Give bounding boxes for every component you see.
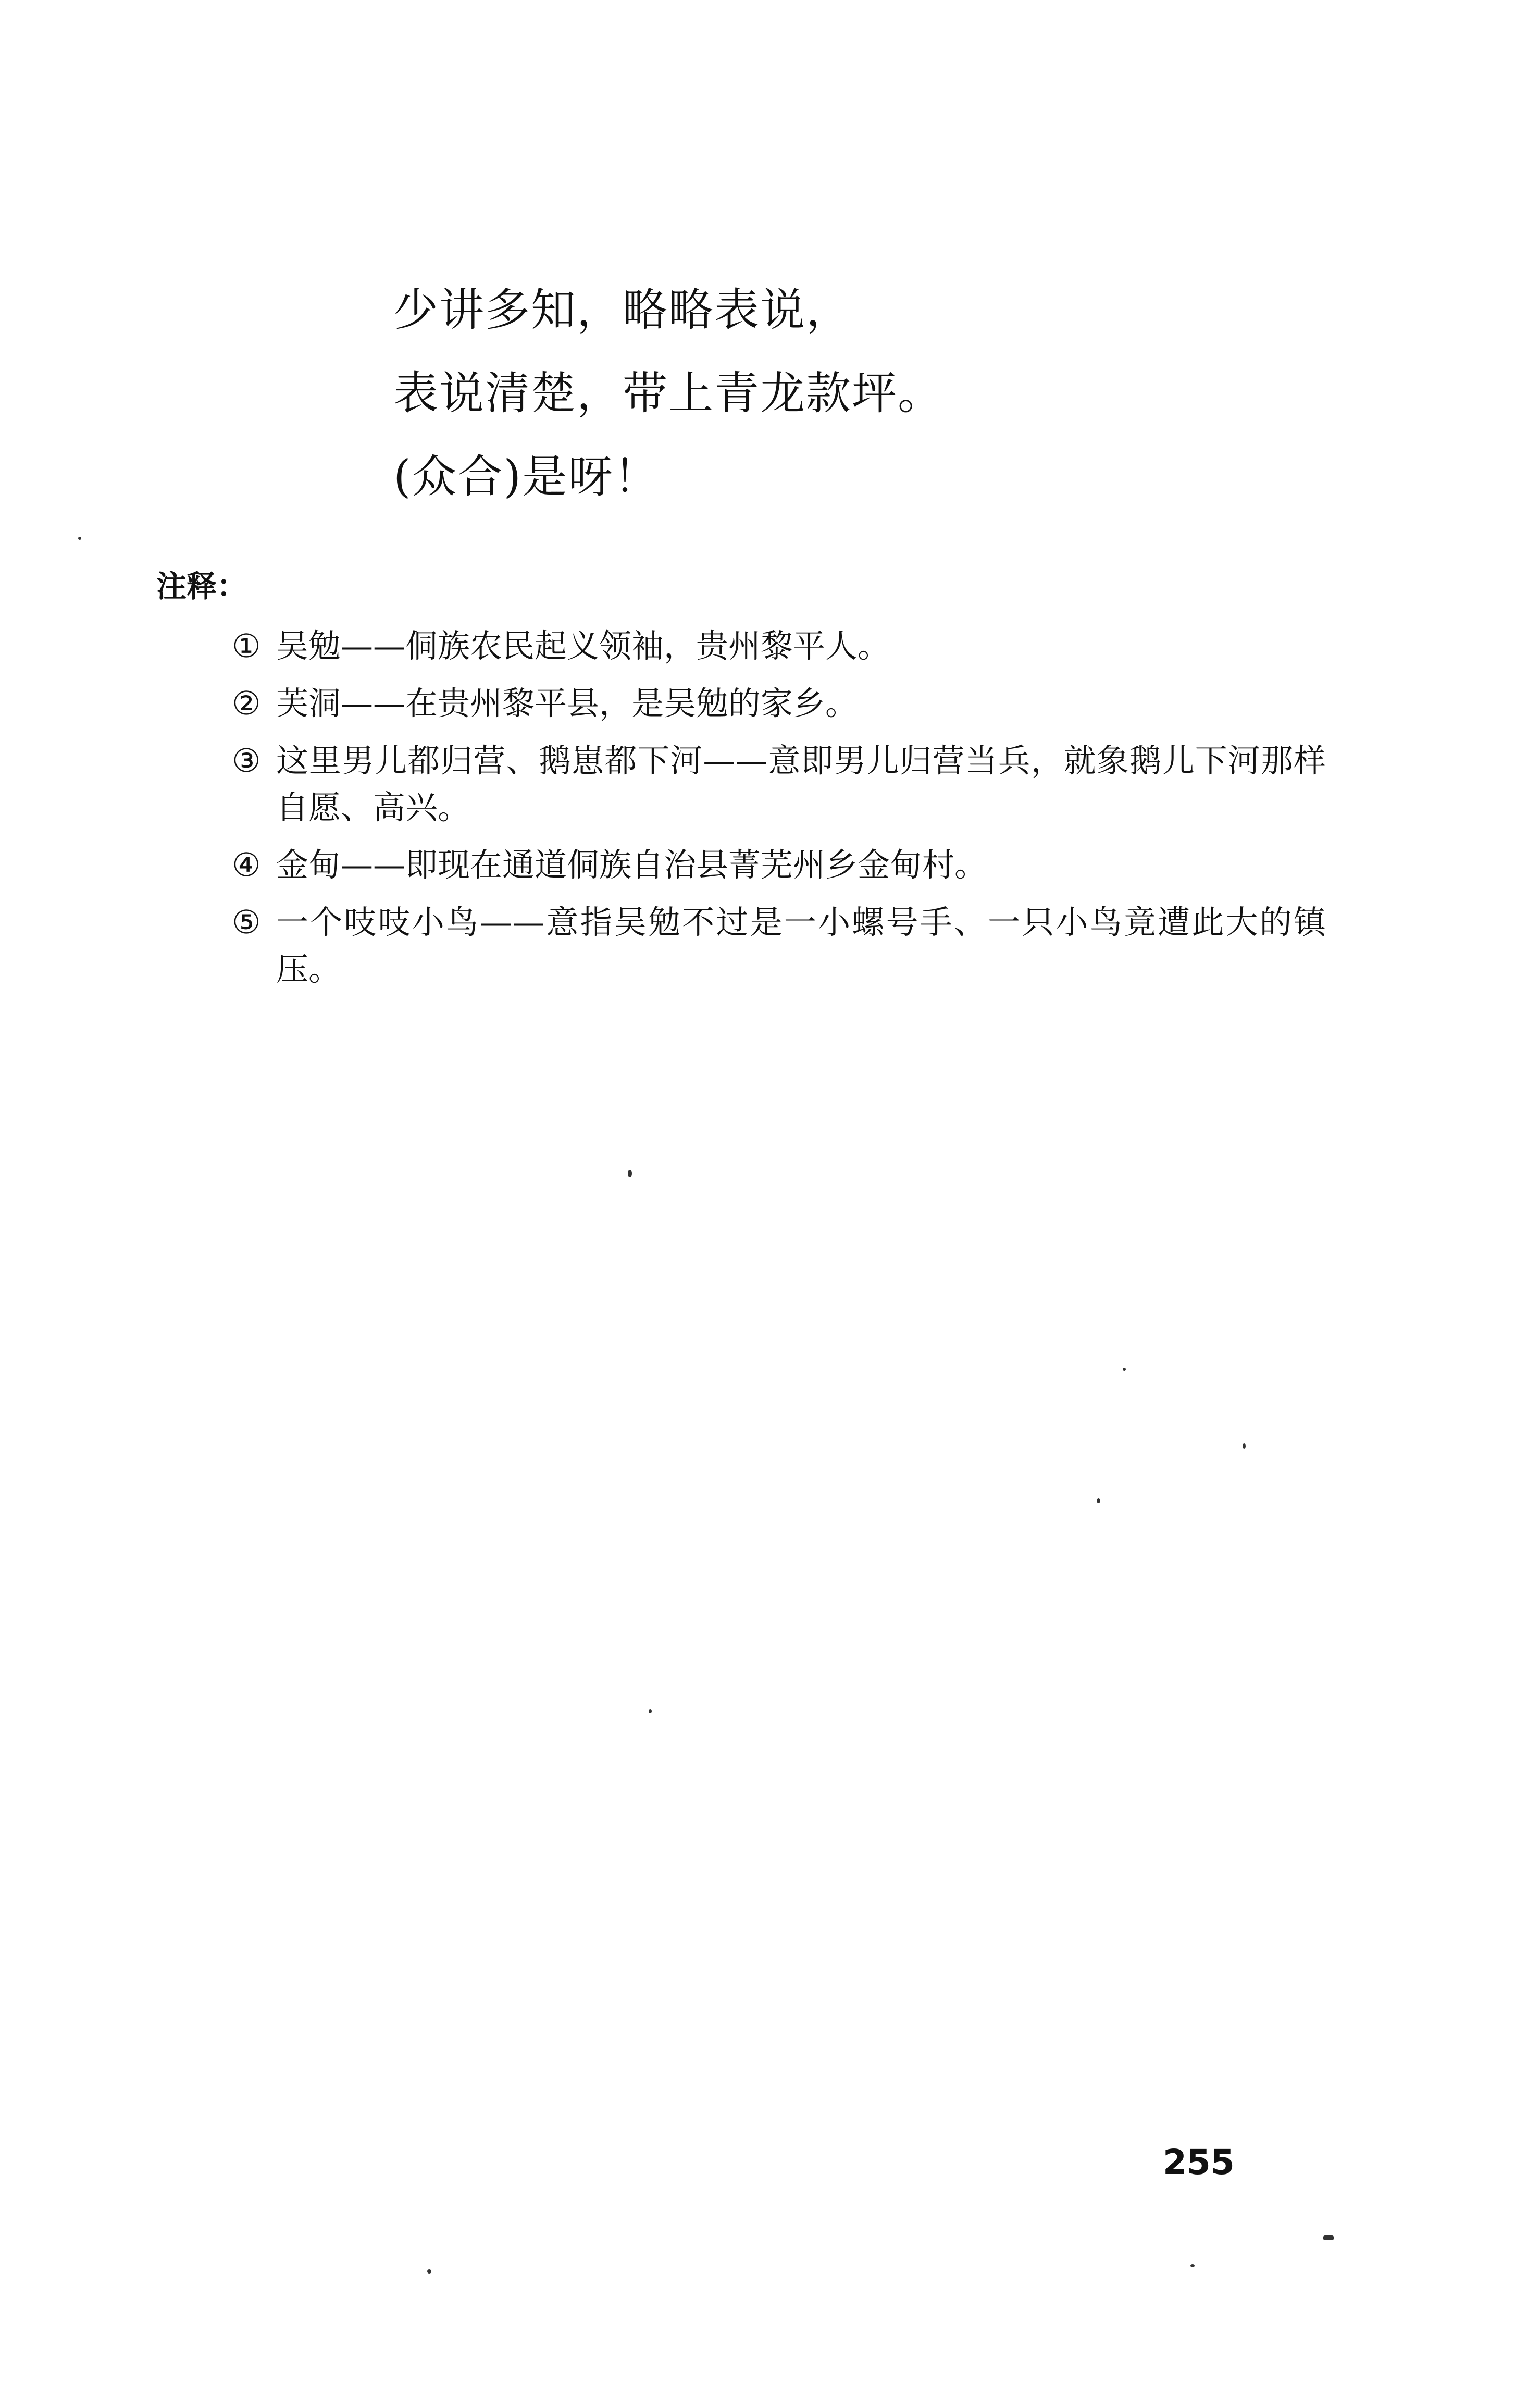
notes-list — [232, 623, 1326, 1003]
note-text: 一个吱吱小鸟——意指吴勉不过是一小螺号手、一只小鸟竟遭此大的镇压。 — [276, 903, 1326, 988]
verse-line: (众合)是呀！ — [393, 451, 660, 503]
note-item — [232, 623, 1326, 670]
note-marker: ⑤ — [232, 903, 261, 941]
scan-speck — [427, 2269, 431, 2274]
verse-block — [393, 284, 1123, 534]
note-text: 金甸——即现在通道侗族自治县菁芜州乡金甸村。 — [276, 846, 987, 884]
note-text: 吴勉——侗族农民起义领袖，贵州黎平人。 — [276, 627, 890, 665]
note-item — [232, 737, 1326, 831]
notes-heading: 注释： — [156, 569, 247, 604]
note-marker: ③ — [232, 742, 261, 780]
scan-speck — [1123, 1368, 1126, 1371]
note-item — [232, 680, 1326, 727]
note-text: 这里男儿都归营、鹅崽都下河——意即男儿归营当兵，就象鹅儿下河那样自愿、高兴。 — [276, 742, 1326, 826]
page-number: 255 — [1163, 2142, 1235, 2182]
note-marker: ① — [232, 627, 261, 665]
scan-speck — [1097, 1498, 1100, 1503]
note-text: 芙洞——在贵州黎平县，是吴勉的家乡。 — [276, 684, 858, 722]
scan-speck — [628, 1170, 632, 1177]
verse-line: 少讲多知，略略表说， — [393, 284, 852, 336]
note-marker: ④ — [232, 846, 261, 884]
scan-speck — [649, 1709, 652, 1713]
scan-speck — [78, 537, 81, 540]
scan-speck — [1323, 2235, 1334, 2240]
note-item — [232, 899, 1326, 993]
scan-speck — [1243, 1443, 1246, 1449]
scan-speck — [1190, 2264, 1195, 2267]
verse-line: 表说清楚，带上青龙款坪。 — [393, 367, 943, 419]
note-item — [232, 842, 1326, 888]
note-marker: ② — [232, 684, 261, 722]
